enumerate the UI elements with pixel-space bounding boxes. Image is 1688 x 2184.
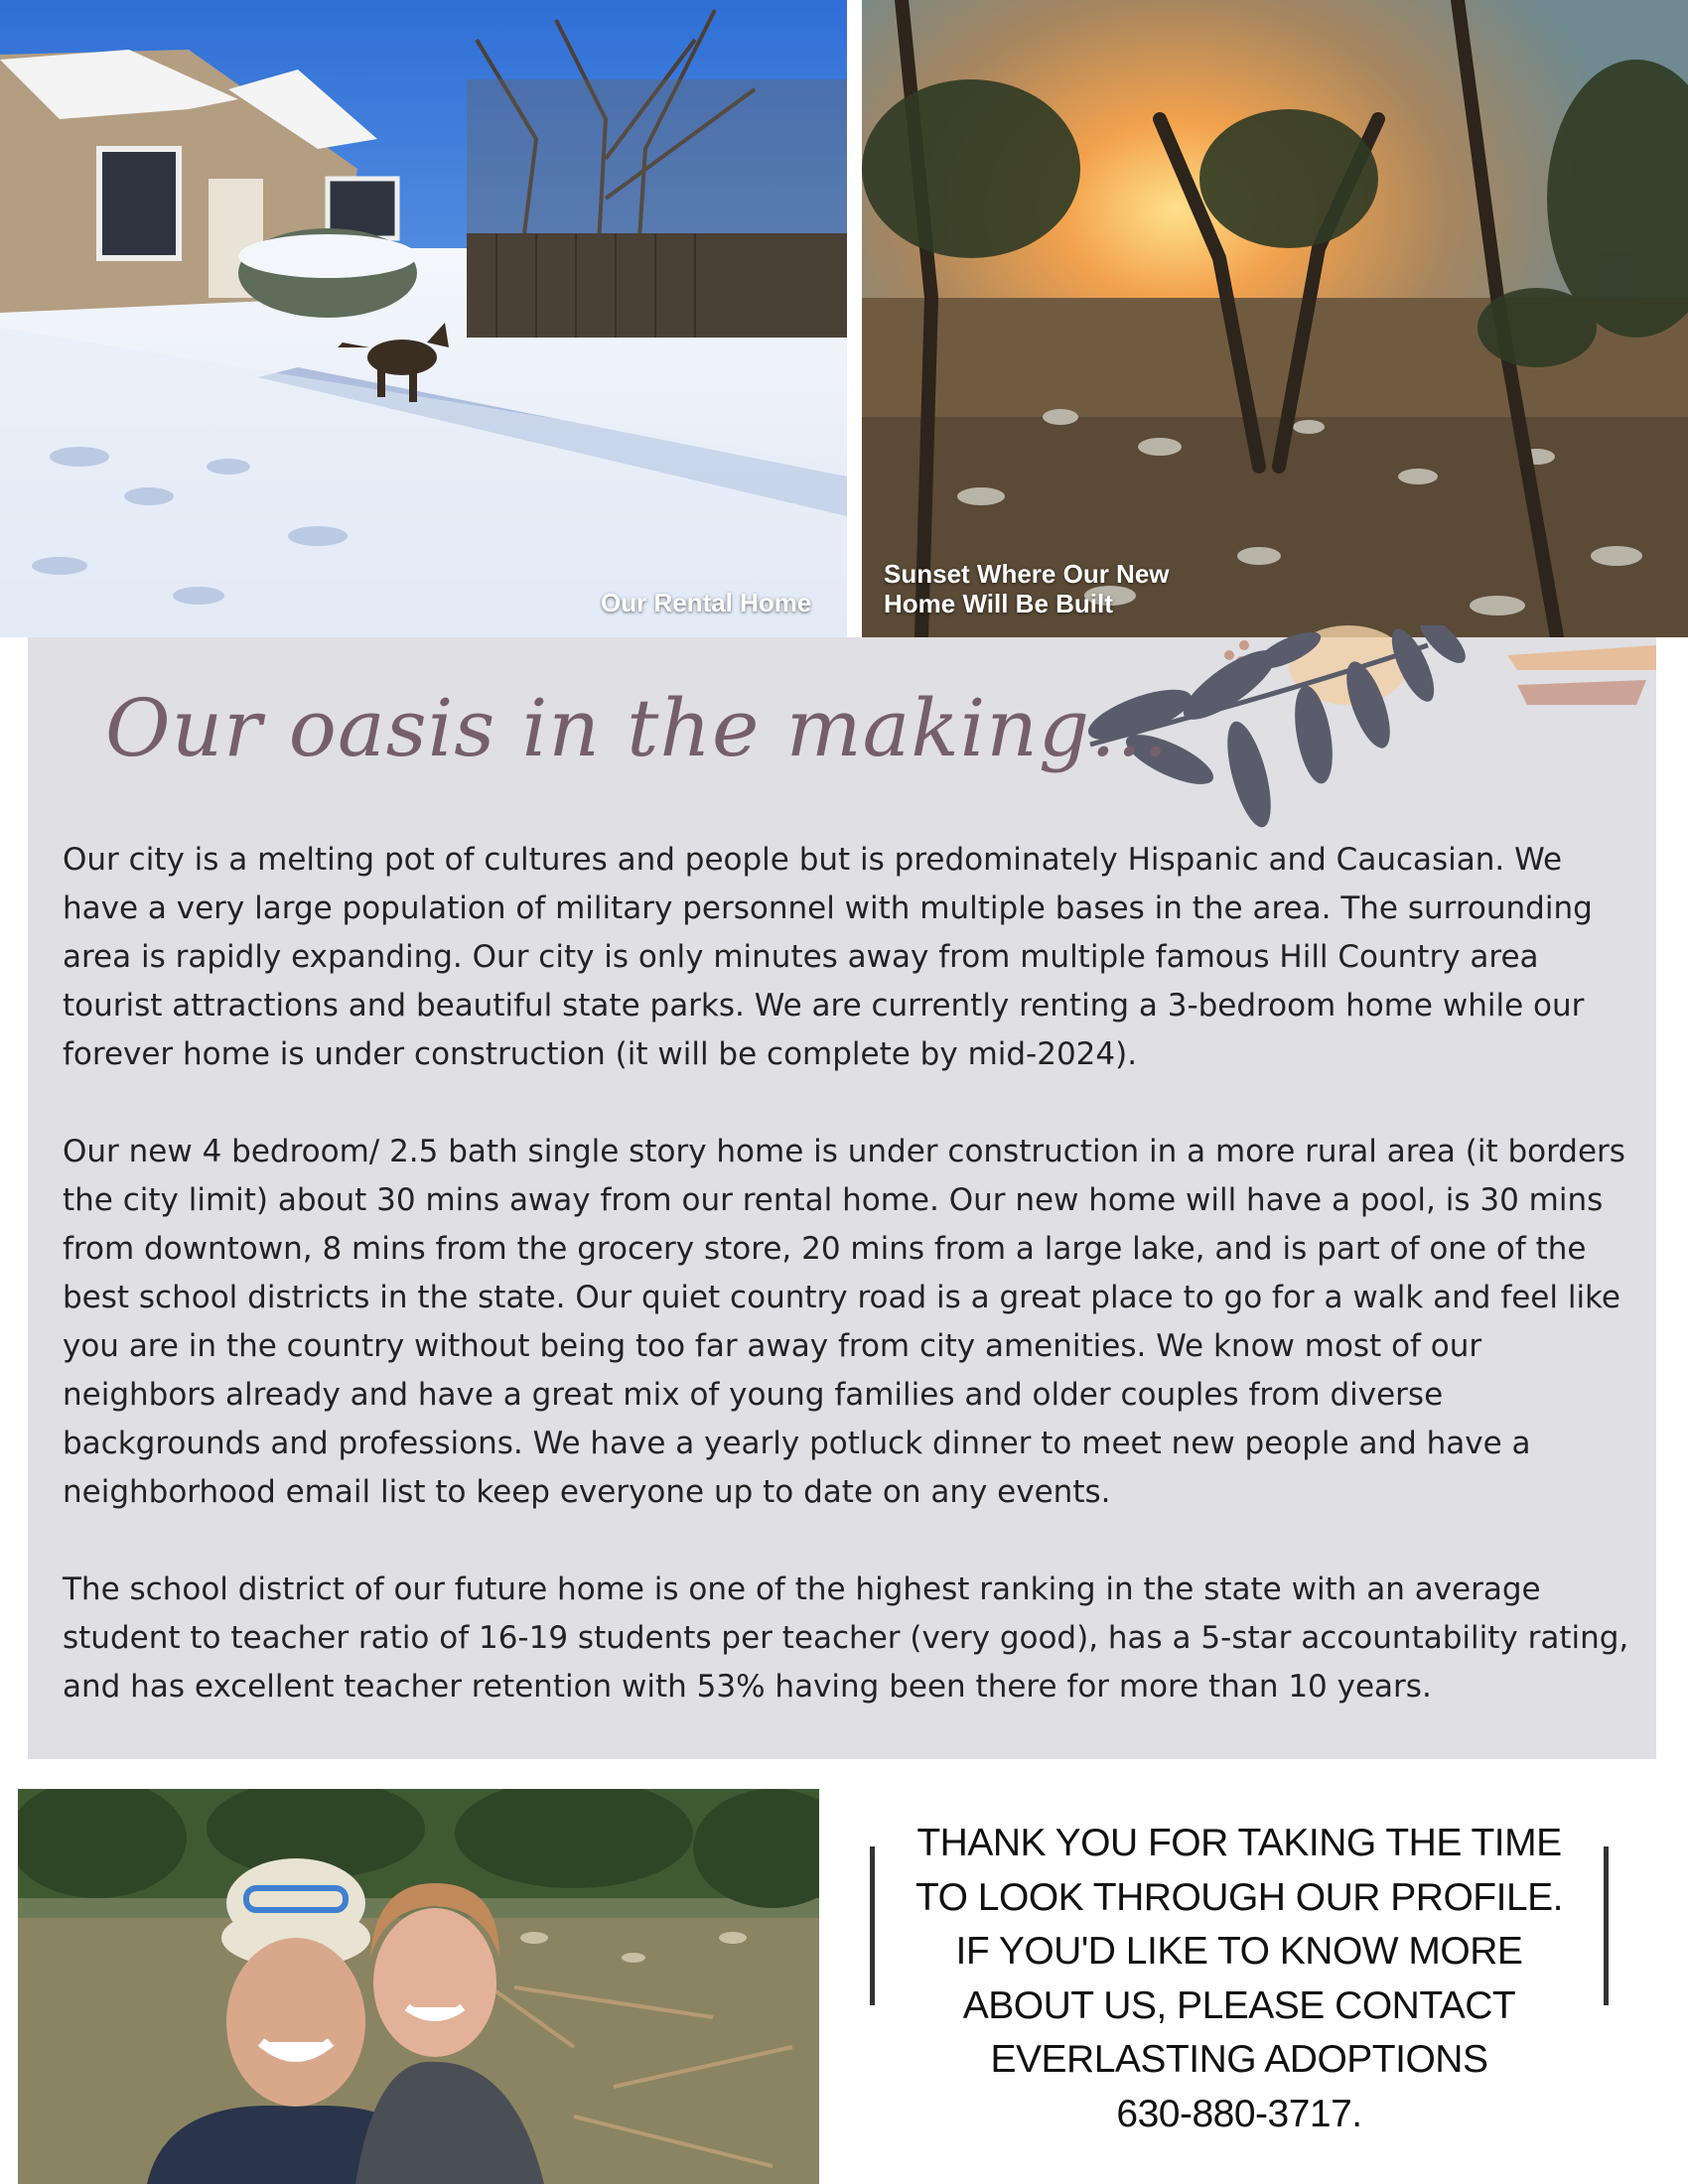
right-divider	[1604, 1846, 1609, 2005]
paragraph-city: Our city is a melting pot of cultures and people but is predominately Hispanic and Caucasian. We have a very large population of military personnel with multiple bases in the area. The surrounding area is rapidly expanding. Our city is only minutes away from multiple famous Hill Country area tourist attractions and beautiful state parks. We are currently renting a 3-bedroom home while our forever home is under construction (it will be complete by mid-2024).	[63, 842, 1593, 1072]
thank-you-block	[870, 1817, 1609, 2135]
left-divider	[870, 1846, 875, 2005]
sunset-caption: Sunset Where Our New Home Will Be Built	[884, 559, 1170, 618]
paragraph-new-home: Our new 4 bedroom/ 2.5 bath single story home is under construction in a more rural area (it borders the city limit) about 30 mins away from our rental home. Our new home will have a pool, is 30 mins from downtown, 8 mins from the grocery store, 20 mins from a large lake, and is part of one of the best school districts in the state. Our quiet country road is a great place to go for a walk and feel like you are in the country without being too far away from city amenities. We know most of our neighbors already and have a great mix of young families and older couples from diverse backgrounds and professions. We have a yearly potluck dinner to meet new people and have a neighborhood email list to keep everyone up to date on any events.	[63, 1134, 1625, 1510]
thank-you-message: THANK YOU FOR TAKING THE TIME TO LOOK THROUGH OUR PROFILE. IF YOU'D LIKE TO KNOW MORE ABOUT US, PLEASE CONTACT EVERLASTING ADOPTIONS 630-880-3717.	[915, 1822, 1563, 2135]
rental-home-caption: Our Rental Home	[601, 588, 812, 617]
couple-photo	[18, 1789, 819, 2184]
sunset-photo	[862, 0, 1688, 637]
paragraph-school-district: The school district of our future home is one of the highest ranking in the state with an average student to teacher ratio of 16-19 students per teacher (very good), has a 5-star accountability rating, and has excellent teacher retention with 53% having been there for more than 10 years.	[63, 1571, 1629, 1705]
rental-home-photo	[0, 0, 847, 637]
content-panel	[28, 637, 1656, 1759]
section-title: Our oasis in the making...	[105, 682, 1170, 774]
